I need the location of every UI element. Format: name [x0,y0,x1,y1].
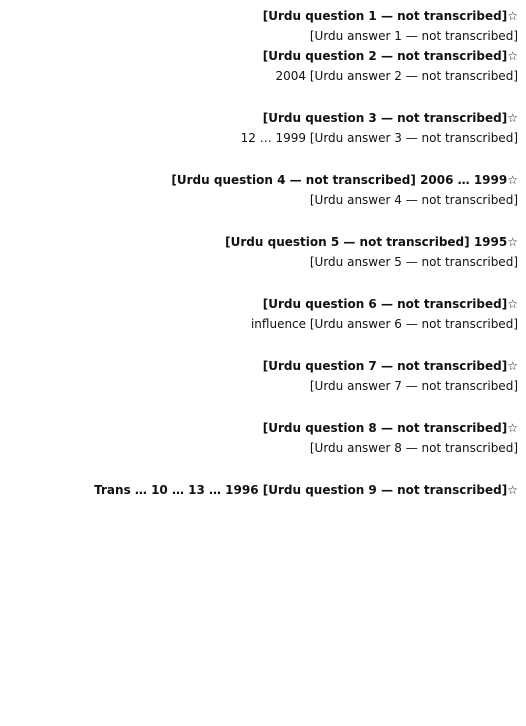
spacer [8,86,518,108]
spacer [8,272,518,294]
answer-text: [Urdu answer 4 — not transcribed] [309,193,518,207]
answer-text: [Urdu answer 6 — not transcribed] influence [250,317,518,331]
spacer [8,148,518,170]
question-text: ☆[Urdu question 1 — not transcribed] [262,9,518,23]
spacer [8,458,518,480]
answer-text: [Urdu answer 1 — not transcribed] [309,29,518,43]
spacer [8,396,518,418]
answer-text: [Urdu answer 5 — not transcribed] [309,255,518,269]
qa-entry-9 [8,480,518,500]
answer-text: [Urdu answer 3 — not transcribed] 12 … 1999 [240,131,518,145]
answer-text: [Urdu answer 8 — not transcribed] [309,441,518,455]
answer-text: [Urdu answer 7 — not transcribed] [309,379,518,393]
qa-entry-8 [8,418,518,458]
qa-entry-5 [8,232,518,272]
question-text: ☆[Urdu question 8 — not transcribed] [262,421,518,435]
qa-entry-2 [8,46,518,86]
qa-entry-4 [8,170,518,210]
qa-entry-7 [8,356,518,396]
question-text: ☆[Urdu question 2 — not transcribed] [262,49,518,63]
question-text: ☆[Urdu question 7 — not transcribed] [262,359,518,373]
answer-text: [Urdu answer 2 — not transcribed] 2004 [275,69,518,83]
qa-entry-3 [8,108,518,148]
qa-entry-6 [8,294,518,334]
question-text: ☆1995 [Urdu question 5 — not transcribed] [225,235,518,249]
question-text: ☆[Urdu question 3 — not transcribed] [262,111,518,125]
question-text: ☆Trans … 10 … 13 … 1996 [Urdu question 9 — not transcribed] [94,483,518,497]
spacer [8,334,518,356]
question-text: ☆1999 … 2006 [Urdu question 4 — not transcribed] [171,173,518,187]
qa-entry-1 [8,6,518,46]
spacer [8,210,518,232]
question-text: ☆[Urdu question 6 — not transcribed] [262,297,518,311]
